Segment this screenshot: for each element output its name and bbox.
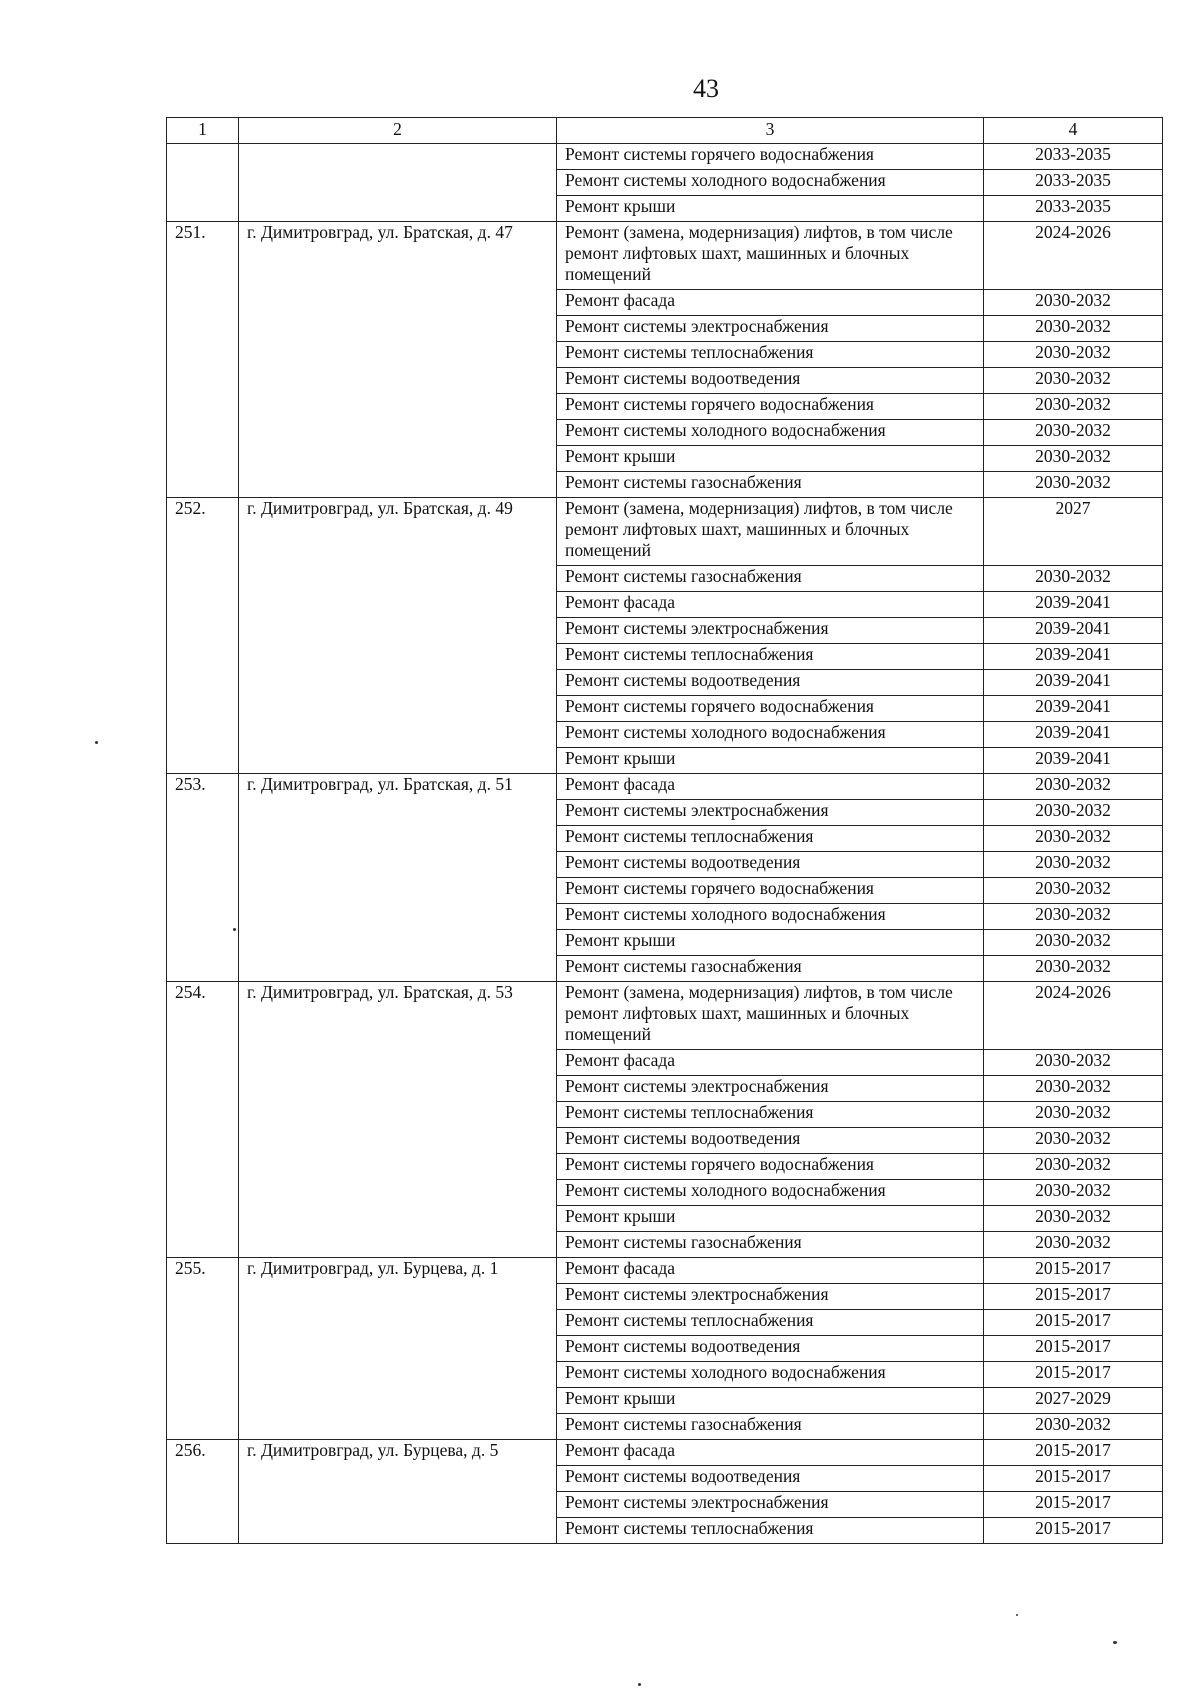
period-cell: 2027-2029 [984, 1388, 1163, 1414]
period-cell: 2039-2041 [984, 696, 1163, 722]
item-number-cell: 253. [167, 774, 239, 982]
work-type-cell: Ремонт системы водоотведения [557, 368, 984, 394]
table-row [167, 1440, 1163, 1466]
table-row [167, 498, 1163, 566]
period-cell: 2030-2032 [984, 342, 1163, 368]
period-cell: 2030-2032 [984, 1154, 1163, 1180]
period-cell: 2030-2032 [984, 1128, 1163, 1154]
work-type-cell: Ремонт крыши [557, 446, 984, 472]
work-type-cell: Ремонт системы теплоснабжения [557, 644, 984, 670]
period-cell: 2030-2032 [984, 394, 1163, 420]
period-cell: 2015-2017 [984, 1440, 1163, 1466]
item-number-cell: 255. [167, 1258, 239, 1440]
work-type-cell: Ремонт системы электроснабжения [557, 1492, 984, 1518]
period-cell: 2030-2032 [984, 1050, 1163, 1076]
address-cell: г. Димитровград, ул. Братская, д. 47 [239, 222, 557, 498]
work-type-cell: Ремонт системы газоснабжения [557, 1232, 984, 1258]
item-number-cell: 252. [167, 498, 239, 774]
period-cell: 2024-2026 [984, 982, 1163, 1050]
period-cell: 2015-2017 [984, 1362, 1163, 1388]
work-type-cell: Ремонт системы холодного водоснабжения [557, 722, 984, 748]
work-type-cell: Ремонт крыши [557, 748, 984, 774]
period-cell: 2030-2032 [984, 800, 1163, 826]
period-cell: 2015-2017 [984, 1310, 1163, 1336]
period-cell: 2030-2032 [984, 420, 1163, 446]
work-type-cell: Ремонт фасада [557, 1050, 984, 1076]
column-number-2: 2 [239, 118, 557, 144]
work-type-cell: Ремонт системы теплоснабжения [557, 826, 984, 852]
table-row [167, 774, 1163, 800]
work-type-cell: Ремонт системы электроснабжения [557, 800, 984, 826]
work-type-cell: Ремонт системы холодного водоснабжения [557, 1362, 984, 1388]
period-cell: 2030-2032 [984, 1206, 1163, 1232]
period-cell: 2015-2017 [984, 1258, 1163, 1284]
address-cell: г. Димитровград, ул. Братская, д. 53 [239, 982, 557, 1258]
work-type-cell: Ремонт системы газоснабжения [557, 956, 984, 982]
address-cell: г. Димитровград, ул. Бурцева, д. 1 [239, 1258, 557, 1440]
table-row [167, 982, 1163, 1050]
work-type-cell: Ремонт фасада [557, 1440, 984, 1466]
work-type-cell: Ремонт системы водоотведения [557, 1336, 984, 1362]
work-type-cell: Ремонт системы электроснабжения [557, 1076, 984, 1102]
work-type-cell: Ремонт крыши [557, 196, 984, 222]
work-type-cell: Ремонт фасада [557, 774, 984, 800]
period-cell: 2015-2017 [984, 1336, 1163, 1362]
period-cell: 2030-2032 [984, 956, 1163, 982]
work-type-cell: Ремонт (замена, модернизация) лифтов, в том числе ремонт лифтовых шахт, машинных и блочных помещений [557, 982, 984, 1050]
period-cell: 2030-2032 [984, 368, 1163, 394]
table-row [167, 1258, 1163, 1284]
period-cell: 2030-2032 [984, 1414, 1163, 1440]
period-cell: 2030-2032 [984, 566, 1163, 592]
work-type-cell: Ремонт системы холодного водоснабжения [557, 420, 984, 446]
address-cell [239, 144, 557, 222]
period-cell: 2030-2032 [984, 290, 1163, 316]
work-type-cell: Ремонт фасада [557, 592, 984, 618]
period-cell: 2039-2041 [984, 618, 1163, 644]
item-number-cell [167, 144, 239, 222]
work-type-cell: Ремонт системы горячего водоснабжения [557, 144, 984, 170]
period-cell: 2039-2041 [984, 748, 1163, 774]
period-cell: 2024-2026 [984, 222, 1163, 290]
work-type-cell: Ремонт системы водоотведения [557, 1466, 984, 1492]
period-cell: 2015-2017 [984, 1492, 1163, 1518]
column-numbers-row [167, 118, 1163, 144]
table-body [167, 144, 1163, 1544]
period-cell: 2030-2032 [984, 1102, 1163, 1128]
period-cell: 2039-2041 [984, 592, 1163, 618]
work-type-cell: Ремонт системы водоотведения [557, 852, 984, 878]
item-number-cell: 251. [167, 222, 239, 498]
period-cell: 2030-2032 [984, 1232, 1163, 1258]
period-cell: 2015-2017 [984, 1284, 1163, 1310]
period-cell: 2015-2017 [984, 1466, 1163, 1492]
period-cell: 2033-2035 [984, 144, 1163, 170]
work-type-cell: Ремонт системы холодного водоснабжения [557, 904, 984, 930]
work-type-cell: Ремонт (замена, модернизация) лифтов, в том числе ремонт лифтовых шахт, машинных и блочных помещений [557, 222, 984, 290]
period-cell: 2030-2032 [984, 774, 1163, 800]
period-cell: 2039-2041 [984, 644, 1163, 670]
period-cell: 2039-2041 [984, 670, 1163, 696]
period-cell: 2030-2032 [984, 472, 1163, 498]
repair-schedule-table [166, 117, 1163, 1544]
work-type-cell: Ремонт фасада [557, 290, 984, 316]
work-type-cell: Ремонт системы горячего водоснабжения [557, 1154, 984, 1180]
table-row [167, 144, 1163, 170]
work-type-cell: Ремонт системы газоснабжения [557, 566, 984, 592]
period-cell: 2030-2032 [984, 826, 1163, 852]
work-type-cell: Ремонт системы газоснабжения [557, 1414, 984, 1440]
work-type-cell: Ремонт системы электроснабжения [557, 1284, 984, 1310]
work-type-cell: Ремонт крыши [557, 930, 984, 956]
work-type-cell: Ремонт крыши [557, 1388, 984, 1414]
work-type-cell: Ремонт системы холодного водоснабжения [557, 170, 984, 196]
work-type-cell: Ремонт системы теплоснабжения [557, 342, 984, 368]
scan-speck [233, 928, 236, 931]
work-type-cell: Ремонт системы горячего водоснабжения [557, 878, 984, 904]
period-cell: 2033-2035 [984, 196, 1163, 222]
item-number-cell: 254. [167, 982, 239, 1258]
work-type-cell: Ремонт (замена, модернизация) лифтов, в том числе ремонт лифтовых шахт, машинных и блочных помещений [557, 498, 984, 566]
period-cell: 2030-2032 [984, 930, 1163, 956]
scan-speck [638, 1683, 641, 1686]
address-cell: г. Димитровград, ул. Братская, д. 51 [239, 774, 557, 982]
period-cell: 2030-2032 [984, 878, 1163, 904]
work-type-cell: Ремонт системы горячего водоснабжения [557, 394, 984, 420]
work-type-cell: Ремонт системы теплоснабжения [557, 1518, 984, 1544]
work-type-cell: Ремонт системы теплоснабжения [557, 1102, 984, 1128]
period-cell: 2015-2017 [984, 1518, 1163, 1544]
work-type-cell: Ремонт системы холодного водоснабжения [557, 1180, 984, 1206]
work-type-cell: Ремонт системы водоотведения [557, 1128, 984, 1154]
work-type-cell: Ремонт системы горячего водоснабжения [557, 696, 984, 722]
work-type-cell: Ремонт фасада [557, 1258, 984, 1284]
work-type-cell: Ремонт системы водоотведения [557, 670, 984, 696]
item-number-cell: 256. [167, 1440, 239, 1544]
scan-speck [1113, 1641, 1117, 1644]
period-cell: 2033-2035 [984, 170, 1163, 196]
period-cell: 2030-2032 [984, 446, 1163, 472]
table-row [167, 222, 1163, 290]
scan-speck [95, 741, 98, 744]
address-cell: г. Димитровград, ул. Бурцева, д. 5 [239, 1440, 557, 1544]
work-type-cell: Ремонт системы теплоснабжения [557, 1310, 984, 1336]
column-number-1: 1 [167, 118, 239, 144]
work-type-cell: Ремонт системы газоснабжения [557, 472, 984, 498]
period-cell: 2039-2041 [984, 722, 1163, 748]
column-number-3: 3 [557, 118, 984, 144]
page-number: 43 [693, 74, 719, 103]
period-cell: 2030-2032 [984, 1180, 1163, 1206]
scan-speck [1016, 1614, 1018, 1616]
work-type-cell: Ремонт крыши [557, 1206, 984, 1232]
column-number-4: 4 [984, 118, 1163, 144]
period-cell: 2030-2032 [984, 1076, 1163, 1102]
period-cell: 2030-2032 [984, 852, 1163, 878]
period-cell: 2030-2032 [984, 904, 1163, 930]
period-cell: 2030-2032 [984, 316, 1163, 342]
address-cell: г. Димитровград, ул. Братская, д. 49 [239, 498, 557, 774]
work-type-cell: Ремонт системы электроснабжения [557, 618, 984, 644]
period-cell: 2027 [984, 498, 1163, 566]
work-type-cell: Ремонт системы электроснабжения [557, 316, 984, 342]
